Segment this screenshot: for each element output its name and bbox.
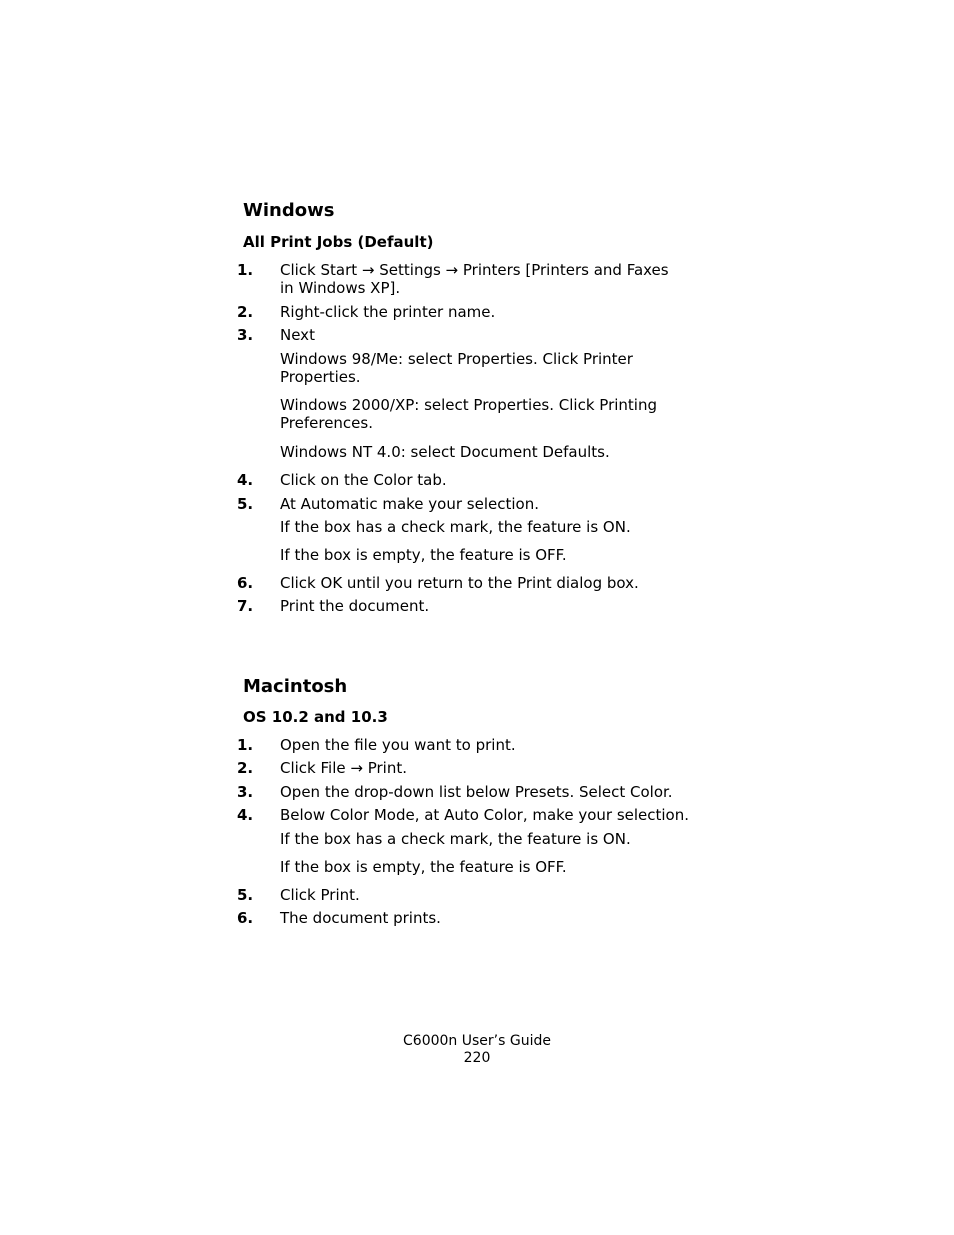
windows-step-2-text: Right-click the printer name. [280, 303, 496, 321]
windows-step-7-text: Print the document. [280, 597, 430, 615]
windows-step-1-line-2: in Windows XP]. [280, 279, 401, 297]
windows-step-3-number: 3. [237, 326, 254, 344]
windows-step-5-number: 5. [237, 495, 254, 513]
windows-step-5-note-2: If the box is empty, the feature is OFF. [280, 546, 567, 564]
mac-step-3-number: 3. [237, 783, 254, 801]
macintosh-heading: Macintosh [243, 676, 348, 697]
windows-step-3-note-2 [280, 396, 657, 432]
windows-step-5-note-1: If the box has a check mark, the feature is ON. [280, 518, 631, 536]
mac-step-2-text: Click File → Print. [280, 759, 407, 777]
note-line: Preferences. [280, 414, 373, 432]
note-line: Windows 2000/XP: select Properties. Click Printing [280, 396, 657, 414]
mac-step-5-number: 5. [237, 886, 254, 904]
windows-heading: Windows [243, 200, 335, 221]
mac-step-5-text: Click Print. [280, 886, 360, 904]
windows-step-1-line-1: Click Start → Settings → Printers [Printers and Faxes [280, 261, 669, 279]
mac-step-2-number: 2. [237, 759, 254, 777]
mac-step-4-text: Below Color Mode, at Auto Color, make your selection. [280, 806, 690, 824]
mac-step-1-text: Open the file you want to print. [280, 736, 516, 754]
windows-step-5-text: At Automatic make your selection. [280, 495, 539, 513]
windows-step-6-text: Click OK until you return to the Print dialog box. [280, 574, 639, 592]
mac-step-6-number: 6. [237, 909, 254, 927]
note-line: Windows 98/Me: select Properties. Click Printer [280, 350, 633, 368]
mac-step-4-note-2: If the box is empty, the feature is OFF. [280, 858, 567, 876]
note-line: Properties. [280, 368, 361, 386]
footer-title: C6000n User’s Guide [403, 1033, 551, 1049]
windows-step-7-number: 7. [237, 597, 254, 615]
windows-step-6-number: 6. [237, 574, 254, 592]
mac-step-6-text: The document prints. [280, 909, 441, 927]
windows-step-3-note-3: Windows NT 4.0: select Document Defaults. [280, 443, 610, 461]
mac-step-3-text: Open the drop-down list below Presets. Select Color. [280, 783, 673, 801]
windows-step-4-text: Click on the Color tab. [280, 471, 447, 489]
footer-page-number: 220 [463, 1050, 491, 1066]
macintosh-subheading: OS 10.2 and 10.3 [243, 708, 388, 726]
windows-step-1-text [280, 261, 669, 297]
windows-step-3-note-1 [280, 350, 633, 386]
windows-step-2-number: 2. [237, 303, 254, 321]
mac-step-4-note-1: If the box has a check mark, the feature is ON. [280, 830, 631, 848]
windows-subheading: All Print Jobs (Default) [243, 233, 434, 251]
mac-step-4-number: 4. [237, 806, 254, 824]
windows-step-3-text: Next [280, 326, 315, 344]
windows-step-1-number: 1. [237, 261, 254, 279]
windows-step-4-number: 4. [237, 471, 254, 489]
mac-step-1-number: 1. [237, 736, 254, 754]
